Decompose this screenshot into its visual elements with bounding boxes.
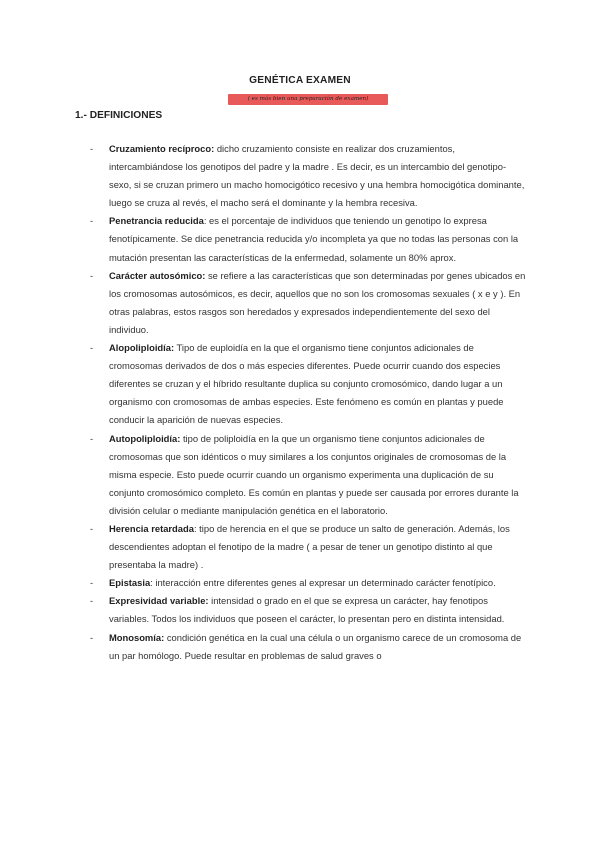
definition-item-epistasia xyxy=(90,574,528,592)
bullet-dash: - xyxy=(90,143,94,154)
definition-item-expresividad-variable xyxy=(90,592,528,628)
bullet-dash: - xyxy=(90,577,94,589)
bullet-dash: - xyxy=(90,595,94,607)
definition-text: tipo de poliploidía en la que un organismo tiene conjuntos adicionales de cromosomas que son idénticos o muy similares a los conjuntos originales de cromosomas de la misma especie. Esto puede ocurrir cuando un organismo experimenta una duplicación de su conjunto cromosómico completo. Es común en plantas y puede ser causada por errores durante la división celular o mediante manipulación genética en el laboratorio. xyxy=(109,432,519,516)
definition-term: Penetrancia reducida xyxy=(109,215,204,227)
definition-term: Alopoliploidía: xyxy=(109,342,175,354)
bullet-dash: - xyxy=(90,269,94,281)
bullet-dash: - xyxy=(90,631,94,643)
definition-text: se refiere a las características que son determinadas por genes ubicados en los cromosomas autosómicos, es decir, aquellos que no son los cromosomas sexuales ( x e y ). En otras palabras, estos rasgos son heredados y expresados independientemente del sexo del individuo. xyxy=(109,269,526,335)
section-heading: 1.- DEFINICIONES xyxy=(75,110,163,121)
definition-item-herencia-retardada xyxy=(90,520,528,574)
definition-item-autopoliploidia xyxy=(90,430,528,520)
bullet-dash: - xyxy=(90,522,94,534)
definition-term: Expresividad variable: xyxy=(109,595,209,607)
definition-text: dicho cruzamiento consiste en realizar dos cruzamientos, intercambiándose los genotipos del padre y la madre . Es decir, es un intercambio del genotipo-sexo, si se cruzan primero un macho homocigótico recesivo y una hembra homocigótica dominante, luego se cruza al revés, el macho será el dominante y la hembra recesiva. xyxy=(109,143,525,209)
definition-item-monosomia xyxy=(90,629,528,665)
definition-text: condición genética en la cual una célula o un organismo carece de un cromosoma de un par homólogo. Puede resultar en problemas de salud graves o xyxy=(109,631,522,661)
highlighted-handwritten-note: ( es más bien una preparación de examen) xyxy=(228,94,388,105)
definition-item-cruzamiento-reciproco xyxy=(90,140,528,212)
definition-text: : interacción entre diferentes genes al expresar un determinado carácter fenotípico. xyxy=(150,577,496,589)
definition-term: Cruzamiento recíproco: xyxy=(109,143,215,154)
definition-term: Monosomía: xyxy=(109,631,165,643)
definition-item-alopoliploidia xyxy=(90,339,528,429)
document-title: GENÉTICA EXAMEN xyxy=(249,75,351,86)
definition-text: : tipo de herencia en el que se produce un salto de generación. Además, los descendientes adoptan el fenotipo de la madre ( a pesar de tener un genotipo distinto al que presentaba la madre) . xyxy=(109,522,510,571)
bullet-dash: - xyxy=(90,342,94,354)
definition-term: Epistasia xyxy=(109,577,151,589)
bullet-dash: - xyxy=(90,215,94,227)
definition-term: Carácter autosómico: xyxy=(109,269,206,281)
definition-term: Autopoliploidía: xyxy=(109,432,181,444)
definition-item-penetrancia-reducida xyxy=(90,212,528,266)
bullet-dash: - xyxy=(90,432,94,444)
definition-text: intensidad o grado en el que se expresa un carácter, hay fenotipos variables. Todos los individuos que poseen el carácter, lo presentan pero en distinta intensidad. xyxy=(109,595,505,625)
definition-text: : es el porcentaje de individuos que teniendo un genotipo lo expresa fenotípicamente. Se dice penetrancia reducida y/o incompleta ya que no todas las personas con la mutación presentan las características de la enfermedad, solamente un 80% aprox. xyxy=(109,215,519,263)
definition-item-caracter-autosomico xyxy=(90,267,528,339)
definition-term: Herencia retardada xyxy=(109,522,194,534)
definition-text: Tipo de euploidía en la que el organismo tiene conjuntos adicionales de cromosomas derivados de dos o más especies diferentes. Puede ocurrir cuando dos especies diferentes se cruzan y el híbrido resultante duplica su conjunto cromosómico, dando lugar a un organismo con cromosomas de ambas especies. Este fenómeno es común en plantas y puede conducir la aparición de nuevas especies. xyxy=(109,342,504,426)
definitions-list xyxy=(90,140,528,665)
